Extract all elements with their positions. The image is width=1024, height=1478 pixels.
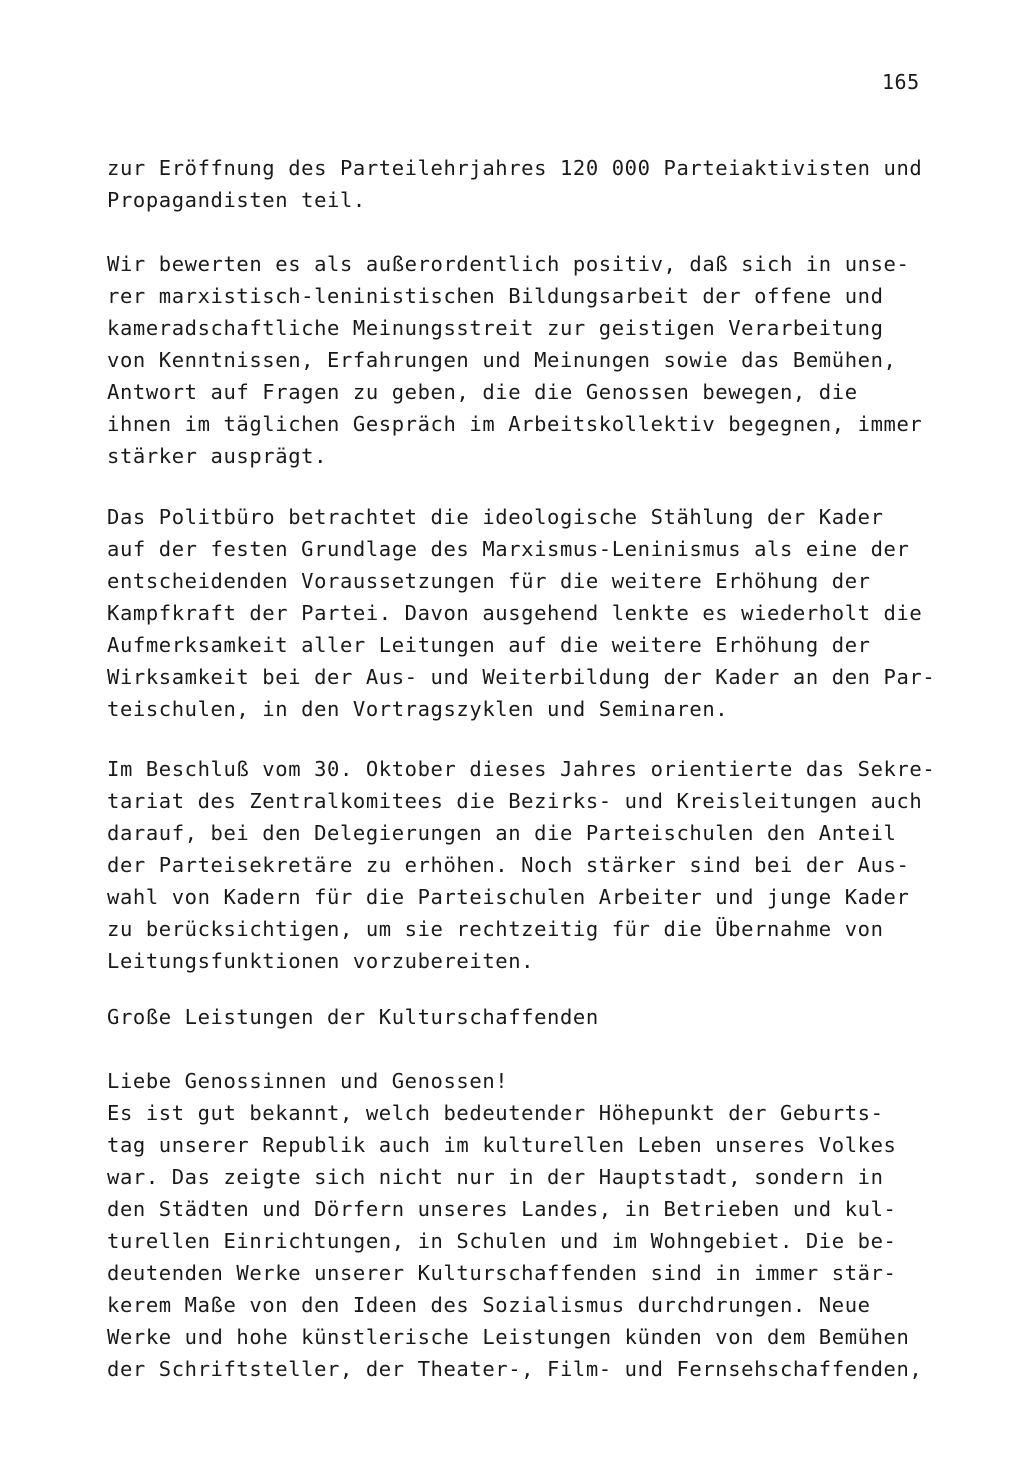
- text-line: tariat des Zentralkomitees die Bezirks- und Kreisleitungen auch: [107, 789, 923, 813]
- text-line: Liebe Genossinnen und Genossen!: [107, 1069, 509, 1093]
- text-line: Wir bewerten es als außerordentlich positiv, daß sich in unse-: [107, 252, 910, 276]
- text-line: kerem Maße von den Ideen des Sozialismus durchdrungen. Neue: [107, 1293, 871, 1317]
- text-line: zur Eröffnung des Parteilehrjahres 120 000 Parteiaktivisten und: [107, 156, 923, 180]
- text-line: tag unserer Republik auch im kulturellen Leben unseres Volkes: [107, 1133, 897, 1157]
- text-line: Kampfkraft der Partei. Davon ausgehend lenkte es wiederholt die: [107, 601, 923, 625]
- text-line: Leitungsfunktionen vorzubereiten.: [107, 949, 535, 973]
- section-heading: Große Leistungen der Kulturschaffenden: [107, 1005, 599, 1029]
- text-line: Das Politbüro betrachtet die ideologische Stählung der Kader: [107, 505, 884, 529]
- text-line: war. Das zeigte sich nicht nur in der Hauptstadt, sondern in: [107, 1165, 884, 1189]
- text-line: von Kenntnissen, Erfahrungen und Meinungen sowie das Bemühen,: [107, 348, 897, 372]
- text-line: Wirksamkeit bei der Aus- und Weiterbildung der Kader an den Par-: [107, 665, 936, 689]
- text-line: kameradschaftliche Meinungsstreit zur geistigen Verarbeitung: [107, 316, 884, 340]
- text-line: Es ist gut bekannt, welch bedeutender Höhepunkt der Geburts-: [107, 1101, 884, 1125]
- text-line: stärker ausprägt.: [107, 444, 328, 468]
- text-line: Propagandisten teil.: [107, 188, 366, 212]
- text-line: rer marxistisch-leninistischen Bildungsarbeit der offene und: [107, 284, 884, 308]
- text-line: entscheidenden Voraussetzungen für die weitere Erhöhung der: [107, 569, 871, 593]
- text-line: wahl von Kadern für die Parteischulen Arbeiter und junge Kader: [107, 885, 910, 909]
- text-line: den Städten und Dörfern unseres Landes, in Betrieben und kul-: [107, 1197, 897, 1221]
- text-line: Im Beschluß vom 30. Oktober dieses Jahres orientierte das Sekre-: [107, 757, 936, 781]
- text-line: teischulen, in den Vortragszyklen und Seminaren.: [107, 697, 729, 721]
- text-line: deutenden Werke unserer Kulturschaffenden sind in immer stär-: [107, 1261, 897, 1285]
- text-line: Antwort auf Fragen zu geben, die die Genossen bewegen, die: [107, 380, 858, 404]
- text-line: Aufmerksamkeit aller Leitungen auf die weitere Erhöhung der: [107, 633, 871, 657]
- text-line: auf der festen Grundlage des Marxismus-Leninismus als eine der: [107, 537, 910, 561]
- text-line: der Schriftsteller, der Theater-, Film- und Fernsehschaffenden,: [107, 1357, 923, 1381]
- text-line: turellen Einrichtungen, in Schulen und im Wohngebiet. Die be-: [107, 1229, 897, 1253]
- text-line: darauf, bei den Delegierungen an die Parteischulen den Anteil: [107, 821, 897, 845]
- page-number: 165: [882, 70, 920, 94]
- text-line: ihnen im täglichen Gespräch im Arbeitskollektiv begegnen, immer: [107, 412, 923, 436]
- text-line: der Parteisekretäre zu erhöhen. Noch stärker sind bei der Aus-: [107, 853, 910, 877]
- text-line: Werke und hohe künstlerische Leistungen künden von dem Bemühen: [107, 1325, 910, 1349]
- text-line: zu berücksichtigen, um sie rechtzeitig für die Übernahme von: [107, 917, 884, 941]
